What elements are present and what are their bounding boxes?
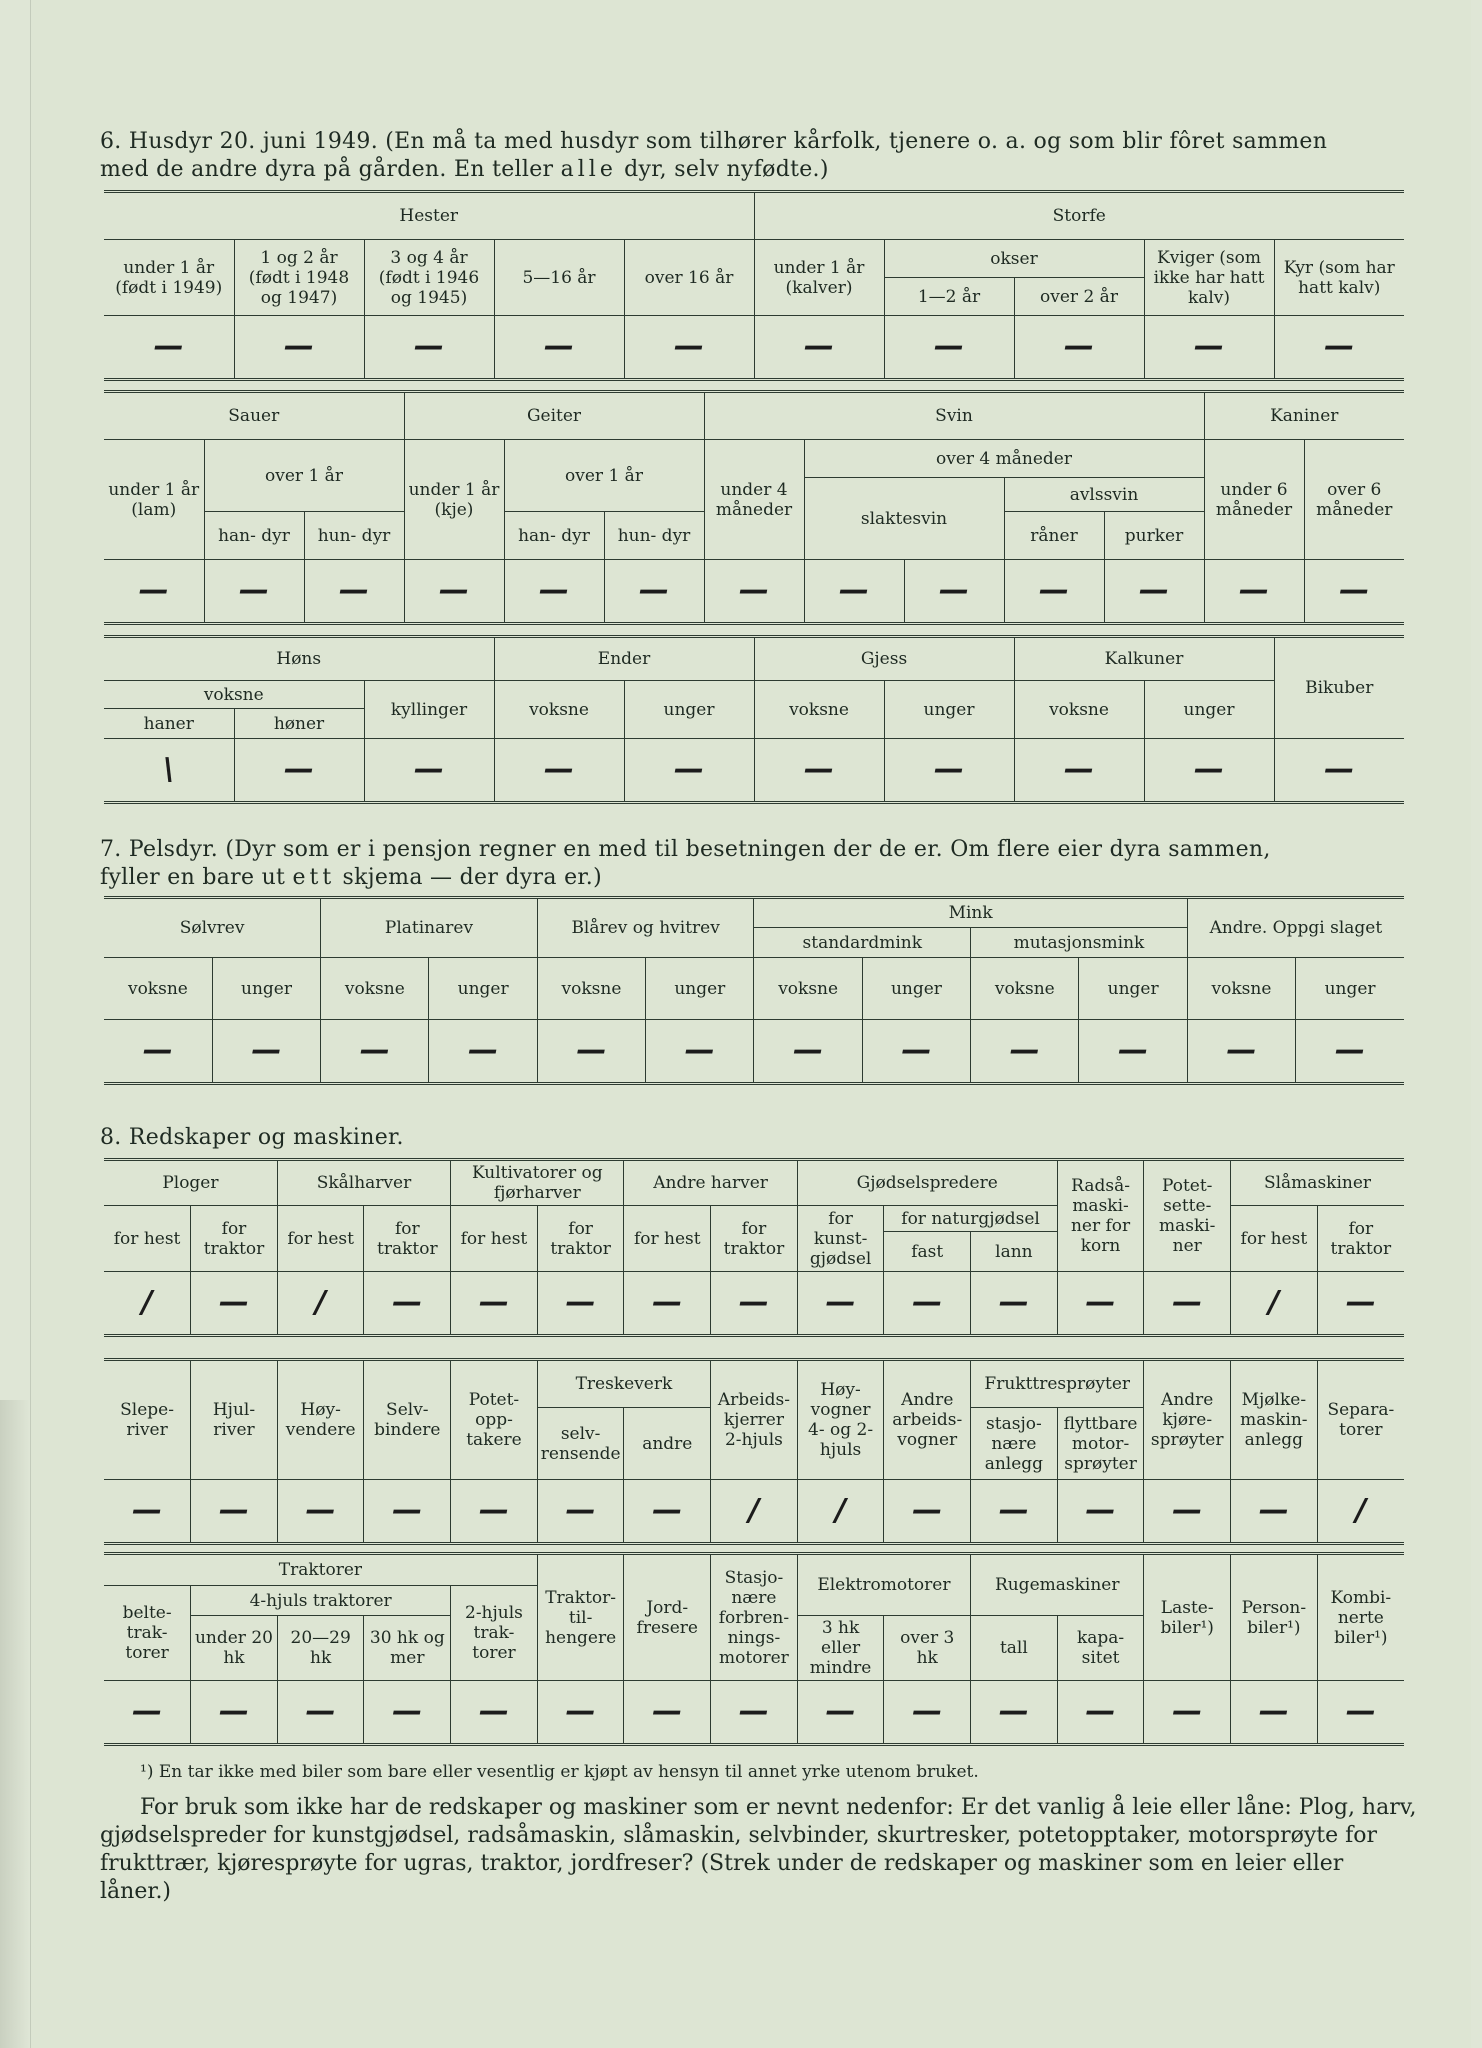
entry-mark[interactable]: / xyxy=(797,1480,884,1544)
entry-mark[interactable]: — xyxy=(624,739,754,803)
entry-mark[interactable]: — xyxy=(304,560,404,624)
entry-mark[interactable]: — xyxy=(1317,1681,1404,1745)
entry-mark[interactable]: — xyxy=(104,560,204,624)
for-horse: for hest xyxy=(624,1206,711,1272)
entry-mark[interactable]: — xyxy=(1274,316,1404,380)
mink-header: Mink xyxy=(754,898,1187,928)
entry-mark[interactable]: — xyxy=(364,1681,451,1745)
fruit-sprayers-header: Frukttresprøyter xyxy=(971,1360,1144,1408)
entry-mark[interactable]: / xyxy=(711,1480,798,1544)
roosters: haner xyxy=(104,709,234,739)
entry-mark[interactable]: — xyxy=(624,1681,711,1745)
entry-mark[interactable]: — xyxy=(884,1480,971,1544)
rabbits-header: Kaniner xyxy=(1204,392,1404,440)
young-label: unger xyxy=(862,958,970,1020)
solid-manure: fast xyxy=(884,1232,971,1272)
fur-animals-table xyxy=(104,896,1404,1085)
paper-edge xyxy=(0,1400,30,2048)
horses-3-4: 3 og 4 år (født i 1946 og 1945) xyxy=(364,240,494,316)
work-carts: Arbeids- kjerrer 2-hjuls xyxy=(711,1360,798,1480)
sheep-over-1: over 1 år xyxy=(204,440,404,512)
for-horse: for hest xyxy=(277,1206,364,1272)
threshers-header: Treskeverk xyxy=(537,1360,710,1408)
entry-mark[interactable]: — xyxy=(451,1272,538,1336)
other-wagons: Andre arbeids- vogner xyxy=(884,1360,971,1480)
crawler-tractors: belte- trak- torer xyxy=(104,1586,191,1681)
four-wheel-tractors: 4-hjuls traktorer xyxy=(191,1586,451,1616)
goats-female: hun- dyr xyxy=(604,512,704,560)
hens: høner xyxy=(234,709,364,739)
entry-mark[interactable]: — xyxy=(754,739,884,803)
entry-mark[interactable]: — xyxy=(862,1020,970,1084)
potato-diggers: Potet- opp- takere xyxy=(451,1360,538,1480)
boars: råner xyxy=(1004,512,1104,560)
entry-mark[interactable]: — xyxy=(1104,560,1204,624)
entry-mark[interactable]: \ xyxy=(104,739,234,803)
potato-planters: Potet- sette- maski- ner xyxy=(1144,1160,1231,1272)
goats-male: han- dyr xyxy=(504,512,604,560)
entry-mark[interactable]: — xyxy=(711,1681,798,1745)
entry-mark[interactable]: — xyxy=(624,1272,711,1336)
cows: Kyr (som har hatt kalv) xyxy=(1274,240,1404,316)
lambs: under 1 år (lam) xyxy=(104,440,204,560)
beehives-header: Bikuber xyxy=(1274,637,1404,739)
poultry-bees-table xyxy=(104,635,1404,804)
mutation-mink: mutasjonsmink xyxy=(971,928,1188,958)
entry-mark[interactable]: — xyxy=(971,1681,1058,1745)
entry-mark[interactable]: — xyxy=(971,1272,1058,1336)
entry-mark[interactable]: — xyxy=(1014,316,1144,380)
adult-label: voksne xyxy=(104,958,212,1020)
trucks: Laste- biler¹) xyxy=(1144,1554,1231,1681)
entry-mark[interactable]: — xyxy=(537,1681,624,1745)
entry-mark[interactable]: — xyxy=(191,1480,278,1544)
entry-mark[interactable]: — xyxy=(537,1480,624,1544)
entry-mark[interactable]: — xyxy=(904,560,1004,624)
section-7-line-2: fyller en bare ut ett skjema — der dyra er.) xyxy=(100,865,602,890)
tractors-30hp-plus: 30 hk og mer xyxy=(364,1616,451,1681)
entry-mark[interactable]: — xyxy=(1317,1272,1404,1336)
incubators-header: Rugemaskiner xyxy=(971,1554,1144,1616)
entry-mark[interactable]: — xyxy=(1204,560,1304,624)
entry-mark[interactable]: — xyxy=(1296,1020,1404,1084)
geese-young: unger xyxy=(884,681,1014,739)
entry-mark[interactable]: — xyxy=(494,739,624,803)
entry-mark[interactable]: — xyxy=(1274,739,1404,803)
milking-machines: Mjølke- maskin- anlegg xyxy=(1231,1360,1318,1480)
entry-mark[interactable]: — xyxy=(604,560,704,624)
sheep-female: hun- dyr xyxy=(304,512,404,560)
entry-mark[interactable]: — xyxy=(494,316,624,380)
entry-mark[interactable]: — xyxy=(1057,1681,1144,1745)
other-sprayers: Andre kjøre- sprøyter xyxy=(1144,1360,1231,1480)
liquid-manure: lann xyxy=(971,1232,1058,1272)
section-7-line-1: 7. Pelsdyr. (Dyr som er i pensjon regner en med til besetningen der de er. Om flere eier dyra sammen, xyxy=(100,837,1271,862)
sows: purker xyxy=(1104,512,1204,560)
entry-mark[interactable]: — xyxy=(884,316,1014,380)
entry-mark[interactable]: — xyxy=(451,1480,538,1544)
entry-mark[interactable]: — xyxy=(212,1020,320,1084)
cars: Person- biler¹) xyxy=(1231,1554,1318,1681)
entry-mark[interactable]: — xyxy=(191,1272,278,1336)
oxen-1-2: 1—2 år xyxy=(884,278,1014,316)
entry-mark[interactable]: / xyxy=(277,1272,364,1336)
sheep-header: Sauer xyxy=(104,392,404,440)
kids: under 1 år (kje) xyxy=(404,440,504,560)
adult-label: voksne xyxy=(754,958,862,1020)
implements-table xyxy=(104,1158,1404,1337)
oxen-header: okser xyxy=(884,240,1144,278)
self-cleaning: selv- rensende xyxy=(537,1408,624,1480)
sheep-male: han- dyr xyxy=(204,512,304,560)
entry-mark[interactable]: — xyxy=(884,1681,971,1745)
young-label: unger xyxy=(1296,958,1404,1020)
stationary-engines: Stasjo- nære forbren- nings- motorer xyxy=(711,1554,798,1681)
other-harrows-header: Andre harver xyxy=(624,1160,797,1206)
young-label: unger xyxy=(212,958,320,1020)
seed-drills: Radså- maski- ner for korn xyxy=(1057,1160,1144,1272)
ducks-young: unger xyxy=(624,681,754,739)
entry-mark[interactable]: — xyxy=(754,1020,862,1084)
cattle-header: Storfe xyxy=(754,192,1404,240)
entry-mark[interactable]: — xyxy=(884,739,1014,803)
motors-over-3hp: over 3 hk xyxy=(884,1616,971,1681)
horses-1-2: 1 og 2 år (født i 1948 og 1947) xyxy=(234,240,364,316)
adult-label: voksne xyxy=(1187,958,1295,1020)
entry-mark[interactable]: — xyxy=(364,739,494,803)
entry-mark[interactable]: — xyxy=(191,1681,278,1745)
rabbits-over-6: over 6 måneder xyxy=(1304,440,1404,560)
horses-over-16: over 16 år xyxy=(624,240,754,316)
entry-mark[interactable]: — xyxy=(971,1020,1079,1084)
hens-header: Høns xyxy=(104,637,494,681)
goats-header: Geiter xyxy=(404,392,704,440)
entry-mark[interactable]: — xyxy=(104,316,234,380)
disc-harrows-header: Skålharver xyxy=(277,1160,450,1206)
motors-3hp-less: 3 hk eller mindre xyxy=(797,1616,884,1681)
breeding-pigs: avlssvin xyxy=(1004,478,1204,512)
electric-motors-header: Elektromotorer xyxy=(797,1554,970,1616)
entry-mark[interactable]: — xyxy=(364,1480,451,1544)
turkeys-adult: voksne xyxy=(1014,681,1144,739)
for-tractor: for traktor xyxy=(191,1206,278,1272)
entry-mark[interactable]: — xyxy=(1187,1020,1295,1084)
entry-mark[interactable]: — xyxy=(704,560,804,624)
entry-mark[interactable]: — xyxy=(1144,316,1274,380)
geese-header: Gjess xyxy=(754,637,1014,681)
entry-mark[interactable]: — xyxy=(537,1020,645,1084)
for-horse: for hest xyxy=(451,1206,538,1272)
for-tractor: for traktor xyxy=(537,1206,624,1272)
tractors-header: Traktorer xyxy=(104,1554,537,1586)
entry-mark[interactable]: — xyxy=(1057,1480,1144,1544)
entry-mark[interactable]: — xyxy=(646,1020,754,1084)
chickens: kyllinger xyxy=(364,681,494,739)
standard-mink: standardmink xyxy=(754,928,971,958)
section-7-title xyxy=(100,836,1271,892)
blue-white-fox-header: Blårev og hvitrev xyxy=(537,898,754,958)
turkeys-header: Kalkuner xyxy=(1014,637,1274,681)
section-8-title: 8. Redskaper og maskiner. xyxy=(100,1125,404,1150)
hens-adult: voksne xyxy=(104,681,364,709)
entry-mark[interactable]: — xyxy=(234,739,364,803)
entry-mark[interactable]: — xyxy=(1057,1272,1144,1336)
for-fertilizer: for kunst- gjødsel xyxy=(797,1206,884,1272)
stationary-sprayers: stasjo- nære anlegg xyxy=(971,1408,1058,1480)
entry-mark[interactable]: — xyxy=(104,1480,191,1544)
section-6-title xyxy=(100,128,1327,184)
turkeys-young: unger xyxy=(1144,681,1274,739)
tractors-under-20hp: under 20 hk xyxy=(191,1616,278,1681)
entry-mark[interactable]: — xyxy=(364,316,494,380)
entry-mark[interactable]: — xyxy=(797,1272,884,1336)
ducks-adult: voksne xyxy=(494,681,624,739)
machines-table xyxy=(104,1358,1404,1545)
tractor-trailers: Traktor- til- hengere xyxy=(537,1554,624,1681)
adult-label: voksne xyxy=(971,958,1079,1020)
entry-mark[interactable]: — xyxy=(1144,739,1274,803)
rotary-tillers: Jord- fresere xyxy=(624,1554,711,1681)
horses-under-1: under 1 år (født i 1949) xyxy=(104,240,234,316)
entry-mark[interactable]: — xyxy=(234,316,364,380)
mobile-sprayers: flyttbare motor- sprøyter xyxy=(1057,1408,1144,1480)
entry-mark[interactable]: — xyxy=(404,560,504,624)
tractors-20-29hp: 20—29 hk xyxy=(277,1616,364,1681)
tedders: Høy- vendere xyxy=(277,1360,364,1480)
entry-mark[interactable]: — xyxy=(104,1020,212,1084)
pigs-header: Svin xyxy=(704,392,1204,440)
entry-mark[interactable]: — xyxy=(429,1020,537,1084)
entry-mark[interactable]: — xyxy=(624,1480,711,1544)
closing-question: For bruk som ikke har de redskaper og maskiner som er nevnt nedenfor: Er det vanlig å leie eller låne: Plog, harv, gjødselspreder for kunstgjødsel, radsåmaskin, slåmaskin, selvbinder, skurtresker, potetopptaker, motorsprøyte for frukttrær, kjøresprøyte for ugras, traktor, jordfreser? (Strek under de redskaper og maskiner som en leier eller låner.) xyxy=(100,1795,1417,1904)
pigs-over-4: over 4 måneder xyxy=(804,440,1204,478)
entry-mark[interactable]: — xyxy=(277,1681,364,1745)
entry-mark[interactable]: — xyxy=(104,1681,191,1745)
entry-mark[interactable]: — xyxy=(884,1272,971,1336)
goats-over-1: over 1 år xyxy=(504,440,704,512)
hay-wagons: Høy- vogner 4- og 2- hjuls xyxy=(797,1360,884,1480)
adult-label: voksne xyxy=(537,958,645,1020)
tractors-motors-table xyxy=(104,1552,1404,1746)
entry-mark[interactable]: — xyxy=(1144,1681,1231,1745)
incubator-capacity: kapa- sitet xyxy=(1057,1616,1144,1681)
rabbits-under-6: under 6 måneder xyxy=(1204,440,1304,560)
young-label: unger xyxy=(429,958,537,1020)
entry-mark[interactable]: — xyxy=(537,1272,624,1336)
entry-mark[interactable]: — xyxy=(1231,1480,1318,1544)
platinum-fox-header: Platinarev xyxy=(321,898,538,958)
entry-mark[interactable]: — xyxy=(1231,1681,1318,1745)
rakes: Slepe- river xyxy=(104,1360,191,1480)
entry-mark[interactable]: — xyxy=(754,316,884,380)
entry-mark[interactable]: — xyxy=(1144,1272,1231,1336)
combined-vehicles: Kombi- nerte biler¹) xyxy=(1317,1554,1404,1681)
entry-mark[interactable]: — xyxy=(711,1272,798,1336)
entry-mark[interactable]: — xyxy=(1304,560,1404,624)
entry-mark[interactable]: — xyxy=(451,1681,538,1745)
young-label: unger xyxy=(1079,958,1187,1020)
ducks-header: Ender xyxy=(494,637,754,681)
entry-mark[interactable]: / xyxy=(1317,1480,1404,1544)
for-horse: for hest xyxy=(1231,1206,1318,1272)
entry-mark[interactable]: — xyxy=(624,316,754,380)
wheel-rakes: Hjul- river xyxy=(191,1360,278,1480)
entry-mark[interactable]: / xyxy=(104,1272,191,1336)
incubator-count: tall xyxy=(971,1616,1058,1681)
for-tractor: for traktor xyxy=(364,1206,451,1272)
sheep-goats-pigs-rabbits-table xyxy=(104,390,1404,625)
other-threshers: andre xyxy=(624,1408,711,1480)
entry-mark[interactable]: — xyxy=(504,560,604,624)
oxen-over-2: over 2 år xyxy=(1014,278,1144,316)
ploughs-header: Ploger xyxy=(104,1160,277,1206)
geese-adult: voksne xyxy=(754,681,884,739)
entry-mark[interactable]: — xyxy=(1079,1020,1187,1084)
horses-5-16: 5—16 år xyxy=(494,240,624,316)
calves: under 1 år (kalver) xyxy=(754,240,884,316)
entry-mark[interactable]: — xyxy=(1144,1480,1231,1544)
horses-cattle-table xyxy=(104,190,1404,381)
pigs-under-4: under 4 måneder xyxy=(704,440,804,560)
spreaders-header: Gjødselspredere xyxy=(797,1160,1057,1206)
entry-mark[interactable]: — xyxy=(277,1480,364,1544)
young-label: unger xyxy=(646,958,754,1020)
mowers-header: Slåmaskiner xyxy=(1231,1160,1404,1206)
footnote: ¹) En tar ikke med biler som bare eller vesentlig er kjøpt av hensyn til annet yrke utenom bruket. xyxy=(140,1762,979,1782)
adult-label: voksne xyxy=(321,958,429,1020)
separators: Separa- torer xyxy=(1317,1360,1404,1480)
other-fur-header: Andre. Oppgi slaget xyxy=(1187,898,1404,958)
entry-mark[interactable]: — xyxy=(1014,739,1144,803)
section-6-line-1: 6. Husdyr 20. juni 1949. (En må ta med husdyr som tilhører kårfolk, tjenere o. a. og som blir fôret sammen xyxy=(100,129,1328,154)
entry-mark[interactable]: — xyxy=(797,1681,884,1745)
two-wheel-tractors: 2-hjuls trak- torer xyxy=(451,1586,538,1681)
for-tractor: for traktor xyxy=(711,1206,798,1272)
entry-mark[interactable]: — xyxy=(804,560,904,624)
entry-mark[interactable]: — xyxy=(364,1272,451,1336)
for-tractor: for traktor xyxy=(1317,1206,1404,1272)
section-6-line-2: med de andre dyra på gården. En teller alle dyr, selv nyfødte.) xyxy=(100,157,829,182)
horses-header: Hester xyxy=(104,192,754,240)
for-horse: for hest xyxy=(104,1206,191,1272)
entry-mark[interactable]: — xyxy=(1004,560,1104,624)
cultivators-header: Kultivatorer og fjørharver xyxy=(451,1160,624,1206)
entry-mark[interactable]: — xyxy=(204,560,304,624)
for-manure: for naturgjødsel xyxy=(884,1206,1057,1232)
entry-mark[interactable]: / xyxy=(1231,1272,1318,1336)
entry-mark[interactable]: — xyxy=(321,1020,429,1084)
slaughter-pigs: slaktesvin xyxy=(804,478,1004,560)
heifers: Kviger (som ikke har hatt kalv) xyxy=(1144,240,1274,316)
entry-mark[interactable]: — xyxy=(971,1480,1058,1544)
binders: Selv- bindere xyxy=(364,1360,451,1480)
silver-fox-header: Sølvrev xyxy=(104,898,321,958)
